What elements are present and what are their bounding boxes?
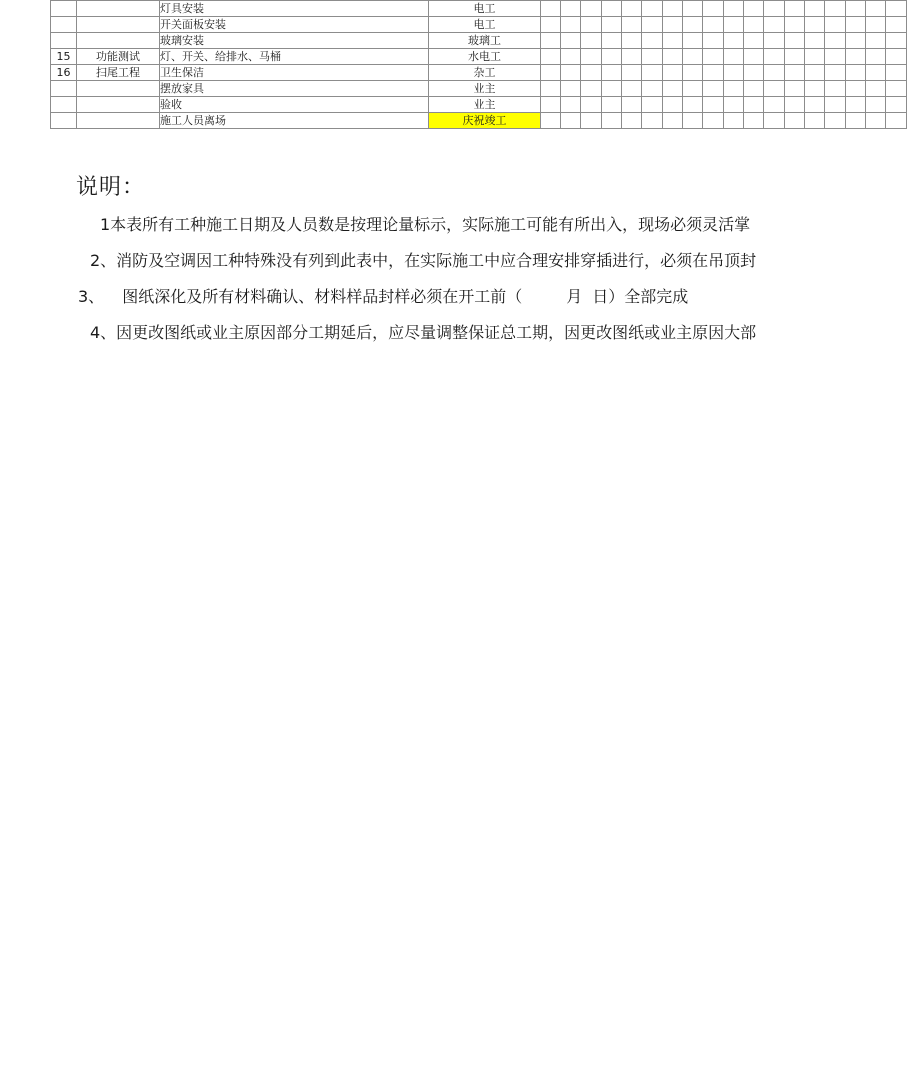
timeline-cell bbox=[866, 1, 886, 17]
timeline-cell bbox=[866, 17, 886, 33]
worker-cell: 水电工 bbox=[429, 49, 541, 65]
note-item-3-number: 3、 bbox=[78, 287, 105, 306]
timeline-cell bbox=[846, 49, 866, 65]
timeline-cell bbox=[703, 17, 724, 33]
timeline-cell bbox=[764, 97, 785, 113]
timeline-cell bbox=[581, 1, 602, 17]
timeline-cell bbox=[846, 81, 866, 97]
worker-cell: 庆祝竣工 bbox=[429, 113, 541, 129]
timeline-cell bbox=[724, 1, 744, 17]
timeline-cell bbox=[602, 49, 622, 65]
timeline-cell bbox=[642, 65, 663, 81]
timeline-cell bbox=[602, 33, 622, 49]
timeline-cell bbox=[622, 97, 642, 113]
row-number-cell bbox=[51, 1, 77, 17]
phase-cell: 功能测试 bbox=[77, 49, 160, 65]
row-number-cell bbox=[51, 97, 77, 113]
timeline-cell bbox=[785, 65, 805, 81]
note-item-1: 1本表所有工种施工日期及人员数是按理论量标示，实际施工可能有所出入，现场必须灵活掌 bbox=[100, 215, 751, 234]
timeline-cell bbox=[886, 97, 907, 113]
note-item-3 bbox=[78, 284, 688, 307]
timeline-cell bbox=[703, 33, 724, 49]
timeline-cell bbox=[764, 17, 785, 33]
note-item-4: 4、因更改图纸或业主原因部分工期延后，应尽量调整保证总工期，因更改图纸或业主原因大部 bbox=[90, 323, 757, 342]
timeline-cell bbox=[561, 17, 581, 33]
timeline-cell bbox=[846, 113, 866, 129]
timeline-cell bbox=[764, 81, 785, 97]
timeline-cell bbox=[642, 81, 663, 97]
phase-cell bbox=[77, 81, 160, 97]
timeline-cell bbox=[561, 65, 581, 81]
timeline-cell bbox=[886, 113, 907, 129]
timeline-cell bbox=[703, 1, 724, 17]
timeline-cell bbox=[866, 33, 886, 49]
task-cell: 开关面板安装 bbox=[160, 17, 429, 33]
timeline-cell bbox=[866, 97, 886, 113]
timeline-cell bbox=[764, 113, 785, 129]
timeline-cell bbox=[642, 97, 663, 113]
note-item-3-month: 月 bbox=[566, 287, 583, 306]
timeline-cell bbox=[541, 1, 561, 17]
timeline-cell bbox=[663, 113, 683, 129]
timeline-cell bbox=[541, 113, 561, 129]
timeline-cell bbox=[805, 65, 825, 81]
timeline-cell bbox=[622, 33, 642, 49]
timeline-cell bbox=[581, 81, 602, 97]
timeline-cell bbox=[642, 33, 663, 49]
timeline-cell bbox=[541, 65, 561, 81]
timeline-cell bbox=[663, 17, 683, 33]
timeline-cell bbox=[642, 17, 663, 33]
timeline-cell bbox=[581, 113, 602, 129]
timeline-cell bbox=[622, 81, 642, 97]
phase-cell bbox=[77, 113, 160, 129]
timeline-cell bbox=[785, 81, 805, 97]
row-number-cell bbox=[51, 17, 77, 33]
timeline-cell bbox=[825, 1, 846, 17]
note-item-3-text: 图纸深化及所有材料确认、材料样品封样必须在开工前（ bbox=[122, 287, 523, 306]
schedule-row bbox=[51, 33, 907, 49]
timeline-cell bbox=[825, 33, 846, 49]
timeline-cell bbox=[581, 17, 602, 33]
timeline-cell bbox=[785, 17, 805, 33]
timeline-cell bbox=[703, 49, 724, 65]
timeline-cell bbox=[886, 17, 907, 33]
timeline-cell bbox=[886, 49, 907, 65]
timeline-cell bbox=[561, 97, 581, 113]
timeline-cell bbox=[663, 49, 683, 65]
timeline-cell bbox=[805, 17, 825, 33]
timeline-cell bbox=[724, 97, 744, 113]
timeline-cell bbox=[825, 113, 846, 129]
timeline-cell bbox=[561, 33, 581, 49]
timeline-cell bbox=[744, 17, 764, 33]
schedule-row bbox=[51, 49, 907, 65]
timeline-cell bbox=[846, 97, 866, 113]
timeline-cell bbox=[744, 113, 764, 129]
worker-cell: 电工 bbox=[429, 1, 541, 17]
timeline-cell bbox=[703, 113, 724, 129]
timeline-cell bbox=[561, 49, 581, 65]
timeline-cell bbox=[785, 113, 805, 129]
timeline-cell bbox=[724, 81, 744, 97]
timeline-cell bbox=[561, 113, 581, 129]
schedule-row bbox=[51, 1, 907, 17]
timeline-cell bbox=[663, 81, 683, 97]
timeline-cell bbox=[622, 65, 642, 81]
row-number-cell bbox=[51, 113, 77, 129]
timeline-cell bbox=[846, 1, 866, 17]
task-cell: 施工人员离场 bbox=[160, 113, 429, 129]
timeline-cell bbox=[541, 33, 561, 49]
timeline-cell bbox=[541, 49, 561, 65]
worker-cell: 杂工 bbox=[429, 65, 541, 81]
timeline-cell bbox=[744, 65, 764, 81]
timeline-cell bbox=[683, 17, 703, 33]
timeline-cell bbox=[724, 113, 744, 129]
timeline-cell bbox=[846, 33, 866, 49]
timeline-cell bbox=[724, 65, 744, 81]
timeline-cell bbox=[805, 1, 825, 17]
timeline-cell bbox=[825, 65, 846, 81]
task-cell: 玻璃安装 bbox=[160, 33, 429, 49]
note-item-3-tail: 日）全部完成 bbox=[592, 287, 689, 306]
timeline-cell bbox=[663, 97, 683, 113]
timeline-cell bbox=[561, 1, 581, 17]
timeline-cell bbox=[785, 49, 805, 65]
timeline-cell bbox=[866, 81, 886, 97]
timeline-cell bbox=[866, 65, 886, 81]
timeline-cell bbox=[825, 49, 846, 65]
timeline-cell bbox=[825, 97, 846, 113]
task-cell: 卫生保洁 bbox=[160, 65, 429, 81]
timeline-cell bbox=[724, 17, 744, 33]
notes-title: 说明： bbox=[76, 175, 146, 200]
schedule-row bbox=[51, 97, 907, 113]
timeline-cell bbox=[581, 49, 602, 65]
timeline-cell bbox=[764, 49, 785, 65]
timeline-cell bbox=[683, 97, 703, 113]
schedule-row bbox=[51, 65, 907, 81]
timeline-cell bbox=[724, 33, 744, 49]
timeline-cell bbox=[805, 33, 825, 49]
row-number-cell: 15 bbox=[51, 49, 77, 65]
row-number-cell: 16 bbox=[51, 65, 77, 81]
timeline-cell bbox=[703, 97, 724, 113]
worker-cell: 业主 bbox=[429, 97, 541, 113]
worker-cell: 电工 bbox=[429, 17, 541, 33]
timeline-cell bbox=[602, 97, 622, 113]
timeline-cell bbox=[703, 65, 724, 81]
note-item-2: 2、消防及空调因工种特殊没有列到此表中，在实际施工中应合理安排穿插进行，必须在吊顶封 bbox=[90, 251, 757, 270]
phase-cell bbox=[77, 17, 160, 33]
timeline-cell bbox=[886, 1, 907, 17]
timeline-cell bbox=[642, 113, 663, 129]
timeline-cell bbox=[663, 33, 683, 49]
timeline-cell bbox=[744, 97, 764, 113]
timeline-cell bbox=[866, 49, 886, 65]
row-number-cell bbox=[51, 33, 77, 49]
schedule-row bbox=[51, 81, 907, 97]
timeline-cell bbox=[581, 97, 602, 113]
timeline-cell bbox=[642, 49, 663, 65]
timeline-cell bbox=[683, 81, 703, 97]
timeline-cell bbox=[663, 1, 683, 17]
worker-cell: 业主 bbox=[429, 81, 541, 97]
schedule-row bbox=[51, 113, 907, 129]
timeline-cell bbox=[764, 33, 785, 49]
timeline-cell bbox=[805, 97, 825, 113]
timeline-cell bbox=[622, 113, 642, 129]
timeline-cell bbox=[602, 65, 622, 81]
construction-schedule-table bbox=[50, 0, 907, 129]
timeline-cell bbox=[886, 81, 907, 97]
timeline-cell bbox=[886, 33, 907, 49]
timeline-cell bbox=[785, 33, 805, 49]
phase-cell bbox=[77, 97, 160, 113]
timeline-cell bbox=[866, 113, 886, 129]
row-number-cell bbox=[51, 81, 77, 97]
timeline-cell bbox=[602, 113, 622, 129]
timeline-cell bbox=[622, 49, 642, 65]
timeline-cell bbox=[805, 49, 825, 65]
phase-cell bbox=[77, 33, 160, 49]
timeline-cell bbox=[785, 1, 805, 17]
timeline-cell bbox=[744, 49, 764, 65]
task-cell: 摆放家具 bbox=[160, 81, 429, 97]
timeline-cell bbox=[683, 65, 703, 81]
timeline-cell bbox=[602, 81, 622, 97]
task-cell: 灯、开关、给排水、马桶 bbox=[160, 49, 429, 65]
phase-cell bbox=[77, 1, 160, 17]
timeline-cell bbox=[744, 33, 764, 49]
timeline-cell bbox=[581, 65, 602, 81]
timeline-cell bbox=[561, 81, 581, 97]
worker-cell: 玻璃工 bbox=[429, 33, 541, 49]
task-cell: 验收 bbox=[160, 97, 429, 113]
timeline-cell bbox=[602, 1, 622, 17]
timeline-cell bbox=[622, 1, 642, 17]
timeline-cell bbox=[602, 17, 622, 33]
timeline-cell bbox=[683, 113, 703, 129]
timeline-cell bbox=[764, 65, 785, 81]
timeline-cell bbox=[846, 17, 866, 33]
timeline-cell bbox=[683, 33, 703, 49]
timeline-cell bbox=[744, 81, 764, 97]
timeline-cell bbox=[825, 17, 846, 33]
timeline-cell bbox=[785, 97, 805, 113]
phase-cell: 扫尾工程 bbox=[77, 65, 160, 81]
timeline-cell bbox=[724, 49, 744, 65]
schedule-row bbox=[51, 17, 907, 33]
timeline-cell bbox=[683, 49, 703, 65]
timeline-cell bbox=[541, 97, 561, 113]
task-cell: 灯具安装 bbox=[160, 1, 429, 17]
timeline-cell bbox=[541, 17, 561, 33]
timeline-cell bbox=[886, 65, 907, 81]
timeline-cell bbox=[663, 65, 683, 81]
timeline-cell bbox=[622, 17, 642, 33]
timeline-cell bbox=[642, 1, 663, 17]
timeline-cell bbox=[703, 81, 724, 97]
timeline-cell bbox=[744, 1, 764, 17]
timeline-cell bbox=[805, 113, 825, 129]
timeline-cell bbox=[805, 81, 825, 97]
timeline-cell bbox=[764, 1, 785, 17]
timeline-cell bbox=[825, 81, 846, 97]
timeline-cell bbox=[846, 65, 866, 81]
timeline-cell bbox=[581, 33, 602, 49]
timeline-cell bbox=[541, 81, 561, 97]
timeline-cell bbox=[683, 1, 703, 17]
